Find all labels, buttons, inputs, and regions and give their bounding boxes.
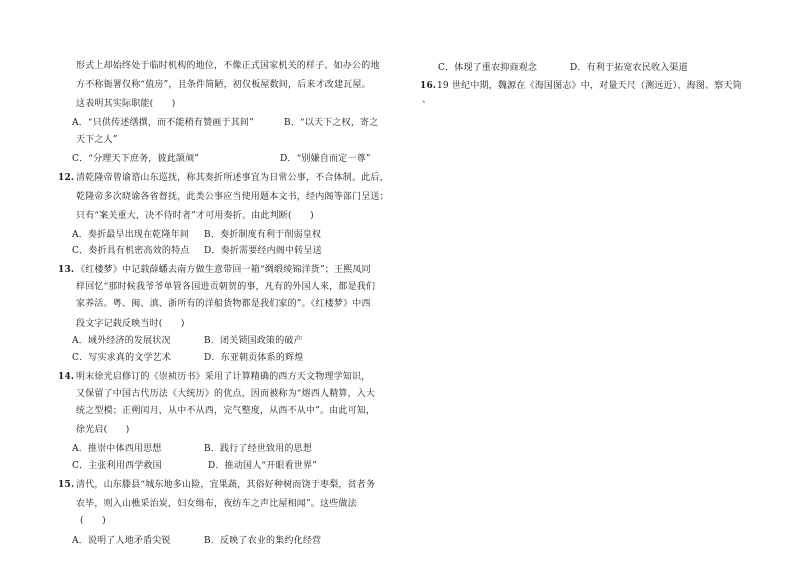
q15-option-c: C．体现了重农抑商观念	[438, 63, 538, 73]
q12-text-line-2: 乾隆帝多次晓谕各省督抚，此类公事应当使用题本文书，经内阁等部门呈送；	[76, 192, 389, 202]
q14-option-a: A．推崇中体西用思想	[72, 444, 162, 454]
q11-option-c: C．“分理天下庶务，彼此颉颃”	[72, 154, 200, 164]
q12-option-d: D．奏折需要经内阁中转呈送	[204, 246, 322, 256]
q15-text-line-3: ( )	[80, 516, 106, 526]
q15-text-line-2: 农毕，则入山樵采治炭，妇女缉布，夜纺车之声比屋相闻”。这些做法	[76, 499, 357, 509]
q14-option-d: D．推动国人“开眼看世界”	[208, 461, 318, 471]
q16-number: 16.	[420, 81, 437, 91]
q13-option-a: A．域外经济的发展状况	[72, 336, 171, 346]
q14-text-line-2: 又保留了中国古代历法《大统历》的优点，因而被称为“熔西人精算，入大	[76, 389, 376, 399]
q16-text-line-1: 19 世纪中期，魏源在《海国图志》中，对量天尺（测远近）、海图、察天筒	[437, 81, 742, 91]
q11-text-line-3: 这表明其实际职能( )	[76, 99, 176, 109]
q11-text-line-2: 方不称衙署仅称“值房”，且条件简陋，初仅板屋数间，后来才改建瓦屋。	[76, 80, 371, 90]
q16-text-line-2: 、	[422, 95, 432, 105]
q12-option-b: B．奏折制度有利于削弱皇权	[204, 230, 322, 240]
q13-number: 13.	[58, 265, 75, 275]
q14-option-b: B．践行了经世致用的思想	[204, 444, 313, 454]
q12-text-line-1: 清乾隆帝曾谕谘山东巡抚，称其奏折所述事宜为日常公事，不合体制。此后，	[76, 173, 389, 183]
q14-number: 14.	[58, 372, 75, 382]
q15-text-line-1: 清代，山东滕县“城东地多山险，宜果蔬，其俗好种树而饶于枣梨，贫者务	[76, 480, 376, 490]
q13-text-line-1: 《红楼梦》中记载薛蟠去南方做生意带回一箱“绸缎绫锦洋货”；王熙凤同	[76, 265, 371, 275]
q14-text-line-3: 统之型模；正朔闰月，从中不从西，完气整度，从西不从中”。由此可知，	[76, 406, 376, 416]
q14-text-line-1: 明末徐光启修订的《崇祯历书》采用了计算精确的西方天文物理学知识，	[76, 372, 371, 382]
q11-option-a: A．“只供传述缮撰，而不能稍有赞画于其间”	[72, 118, 254, 128]
q15-option-a: A．说明了人地矛盾尖锐	[72, 536, 171, 546]
q13-option-c: C．写实求真的文学艺术	[72, 353, 172, 363]
q12-option-c: C．奏折具有机密高效的特点	[72, 246, 190, 256]
q15-number: 15.	[58, 480, 75, 490]
q11-option-b-cont: 天下之人”	[76, 135, 118, 145]
q13-option-d: D．东亚朝贡体系的辉煌	[204, 353, 304, 363]
q13-option-b: B．闭关锁国政策的破产	[204, 336, 303, 346]
q14-option-c: C．主张利用西学救国	[72, 461, 162, 471]
q15-option-d: D．有利于拓宽农民收入渠道	[570, 63, 688, 73]
q13-text-line-4: 段文字记载反映当时( )	[76, 319, 185, 329]
q13-text-line-3: 家养活。粤、闽、滇、浙所有的洋船货物都是我们家的”。《红楼梦》中西	[76, 299, 371, 309]
q15-option-b: B．反映了农业的集约化经营	[204, 536, 322, 546]
q12-text-line-3: 只有“案关重大，决不待时者”才可用奏折。由此判断( )	[76, 211, 314, 221]
q12-option-a: A．奏折最早出现在乾隆年间	[72, 230, 190, 240]
q11-option-d: D．“别嫌自而定一尊”	[280, 154, 371, 164]
q11-option-b: B．“以天下之权，寄之	[284, 118, 379, 128]
q14-text-line-4: 徐光启( )	[76, 425, 130, 435]
q11-text-line-1: 形式上却始终处于临时机构的地位，不像正式国家机关的样子。如办公的地	[76, 61, 380, 71]
q12-number: 12.	[58, 173, 75, 183]
q13-text-line-2: 样回忆“那时候我爷爷单管各国进贡朝贺的事，凡有的外国人来，都是我们	[76, 282, 376, 292]
